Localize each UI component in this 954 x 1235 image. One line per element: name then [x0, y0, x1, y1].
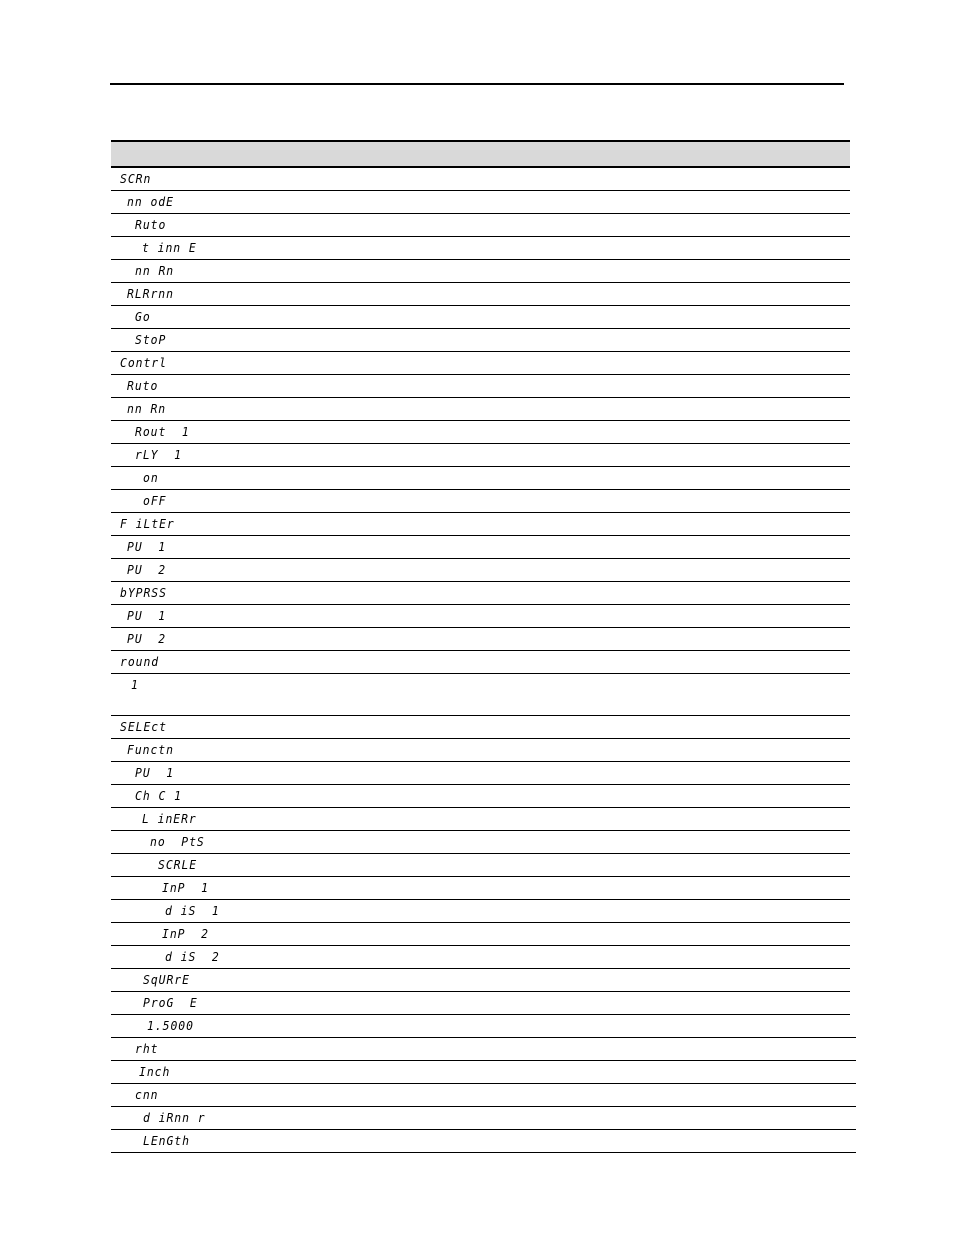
table-row — [111, 716, 850, 739]
menu-code: SCRLE — [158, 858, 198, 872]
table-row — [111, 1084, 856, 1107]
menu-code: oFF — [143, 494, 167, 508]
table-row — [111, 559, 850, 582]
table-row — [111, 306, 850, 329]
menu-code: Ruto — [135, 218, 167, 232]
menu-code: Functn — [127, 743, 174, 757]
table-row — [111, 1061, 856, 1084]
table-row — [111, 877, 850, 900]
menu-code: PU 1 — [127, 609, 167, 623]
menu-code: PU 1 — [127, 540, 167, 554]
table-row — [111, 992, 850, 1015]
menu-code: InP 2 — [162, 927, 209, 941]
menu-code: PU 2 — [127, 632, 167, 646]
table-row — [111, 946, 850, 969]
menu-code: rht — [135, 1042, 159, 1056]
menu-code: rLY 1 — [135, 448, 182, 462]
table-row — [111, 375, 850, 398]
menu-code: PU 2 — [127, 563, 167, 577]
table-row — [111, 329, 850, 352]
table-row — [111, 1107, 856, 1130]
menu-code: StoP — [135, 333, 167, 347]
table-row — [111, 214, 850, 237]
menu-code: t inn E — [142, 241, 197, 255]
menu-code: no PtS — [150, 835, 205, 849]
menu-code: Ch C 1 — [135, 789, 182, 803]
table-row — [111, 444, 850, 467]
table-row — [111, 168, 850, 191]
table-row — [111, 513, 850, 536]
table-row — [111, 762, 850, 785]
menu-code: InP 1 — [162, 881, 209, 895]
table-row — [111, 467, 850, 490]
menu-code: Contrl — [120, 356, 167, 370]
menu-code: d iS 2 — [165, 950, 220, 964]
menu-code: SCRn — [120, 172, 152, 186]
menu-code: bYPRSS — [120, 586, 167, 600]
menu-structure-table — [111, 140, 850, 1153]
table-header — [111, 140, 850, 168]
table-row — [111, 831, 850, 854]
table-row — [111, 260, 850, 283]
table-row — [111, 352, 850, 375]
table-row — [111, 969, 850, 992]
table-row — [111, 674, 850, 716]
menu-code: d iRnn r — [143, 1111, 206, 1125]
menu-code: Ruto — [127, 379, 159, 393]
table-row — [111, 283, 850, 306]
table-row — [111, 900, 850, 923]
menu-code: 1 — [131, 678, 139, 692]
menu-code: Rout 1 — [135, 425, 190, 439]
menu-code: round — [120, 655, 160, 669]
table-row — [111, 1038, 856, 1061]
table-row — [111, 237, 850, 260]
menu-code: Go — [135, 310, 151, 324]
menu-code: d iS 1 — [165, 904, 220, 918]
menu-code: Inch — [139, 1065, 171, 1079]
table-row — [111, 582, 850, 605]
table-row — [111, 628, 850, 651]
menu-code: cnn — [135, 1088, 159, 1102]
table-row — [111, 398, 850, 421]
table-row — [111, 421, 850, 444]
menu-code: 1.5000 — [147, 1019, 194, 1033]
table-row — [111, 739, 850, 762]
menu-code: nn Rn — [135, 264, 175, 278]
menu-code: SELEct — [120, 720, 167, 734]
menu-code: RLRrnn — [127, 287, 174, 301]
table-row — [111, 1015, 856, 1038]
table-row — [111, 785, 850, 808]
table-row — [111, 854, 850, 877]
table-row — [111, 536, 850, 559]
table-row — [111, 651, 850, 674]
menu-code: L inERr — [142, 812, 197, 826]
menu-code: ProG E — [143, 996, 198, 1010]
menu-code: on — [143, 471, 159, 485]
menu-code: PU 1 — [135, 766, 175, 780]
table-row — [111, 923, 850, 946]
table-row — [111, 808, 850, 831]
menu-code: nn odE — [127, 195, 174, 209]
top-rule — [110, 83, 844, 85]
table-row — [111, 191, 850, 214]
menu-code: LEnGth — [143, 1134, 190, 1148]
table-row — [111, 490, 850, 513]
menu-code: SqURrE — [143, 973, 190, 987]
table-row — [111, 1130, 856, 1153]
table-row — [111, 605, 850, 628]
menu-code: F iLtEr — [120, 517, 175, 531]
menu-code: nn Rn — [127, 402, 167, 416]
